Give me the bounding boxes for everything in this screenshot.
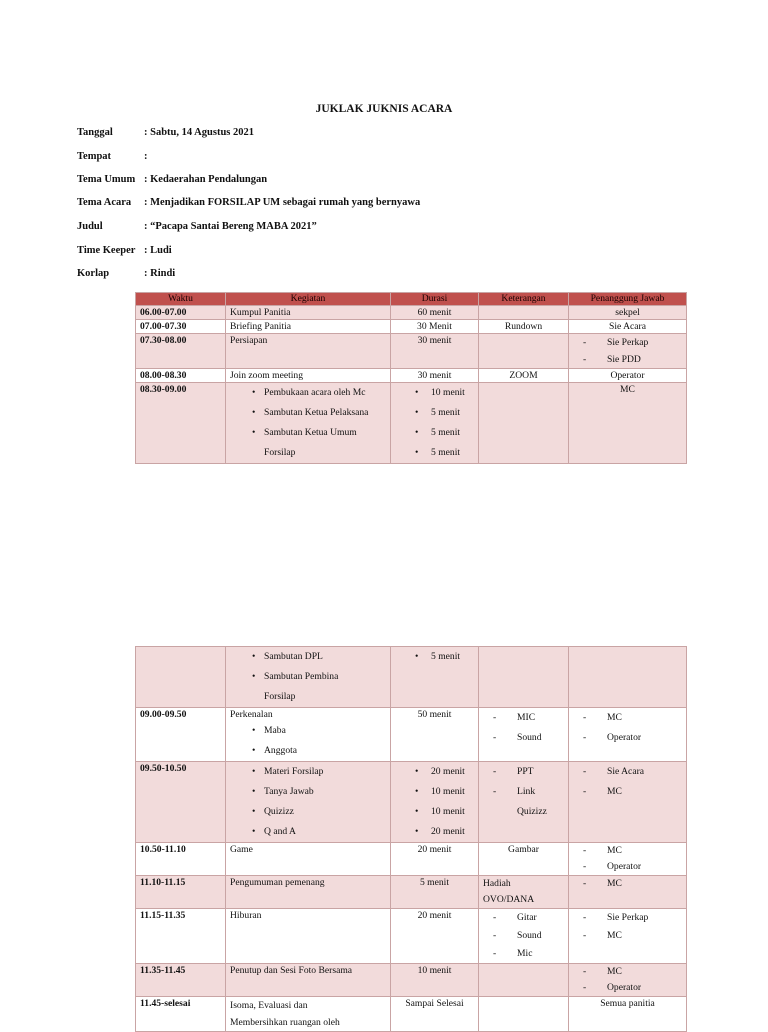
cell-note (479, 997, 569, 1032)
note-item: - Gitar (483, 909, 564, 927)
cell-activity: Persiapan (226, 334, 391, 369)
cell-activity (226, 708, 391, 762)
activity-item: • Sambutan DPL (230, 647, 386, 667)
cell-pic: Operator (569, 369, 687, 383)
note-line: Hadiah (483, 878, 511, 889)
cell-duration: 50 menit (391, 708, 479, 762)
pic-item: - MC (573, 964, 682, 980)
meta-value: : Sabtu, 14 Agustus 2021 (144, 127, 254, 138)
pic-item: - MC (573, 876, 682, 892)
pic-item: - Sie Acara (573, 762, 682, 782)
table-row (136, 843, 687, 876)
cell-pic (569, 964, 687, 997)
meta-tempat (77, 151, 148, 162)
cell-pic (569, 647, 687, 708)
meta-value: : “Pacapa Santai Bereng MABA 2021” (144, 221, 317, 232)
pic-item: - Operator (573, 859, 682, 875)
cell-pic (569, 843, 687, 876)
activity-item: • Maba (230, 721, 386, 741)
table-row (136, 334, 687, 369)
cell-time: 11.35-11.45 (136, 964, 226, 997)
cell-activity (226, 647, 391, 708)
schedule-table-part-1 (135, 292, 687, 464)
cell-duration: 10 menit (391, 964, 479, 997)
table-row (136, 964, 687, 997)
meta-tanggal (77, 127, 254, 138)
cell-time (136, 647, 226, 708)
table-header-row (136, 293, 687, 306)
activity-item: • Pembukaan acara oleh Mc (230, 383, 386, 403)
meta-tema-umum (77, 174, 267, 185)
meta-label: Tanggal (77, 127, 113, 138)
header-penanggung-jawab: Penanggung Jawab (569, 293, 687, 306)
cell-pic: sekpel (569, 306, 687, 320)
duration-item: • 10 menit (395, 782, 474, 802)
cell-note: Gambar (479, 843, 569, 876)
activity-line: Isoma, Evaluasi dan (230, 1000, 308, 1011)
meta-label: Time Keeper (77, 245, 136, 256)
cell-time: 11.15-11.35 (136, 909, 226, 964)
note-item: - MIC (483, 708, 564, 728)
cell-pic: Semua panitia (569, 997, 687, 1032)
cell-duration (391, 647, 479, 708)
table-row (136, 876, 687, 909)
cell-activity (226, 383, 391, 464)
meta-value: : Kedaerahan Pendalungan (144, 174, 268, 185)
activity-item: • Sambutan Ketua Umum (230, 423, 386, 443)
note-line: OVO/DANA (483, 894, 535, 905)
header-keterangan: Keterangan (479, 293, 569, 306)
cell-duration: 20 menit (391, 843, 479, 876)
cell-note (479, 306, 569, 320)
table-row (136, 369, 687, 383)
document-title: JUKLAK JUKNIS ACARA (315, 103, 453, 115)
schedule-table-part-2 (135, 646, 687, 1032)
cell-duration: 30 menit (391, 334, 479, 369)
activity-item: • Materi Forsilap (230, 762, 386, 782)
meta-value: : (144, 151, 148, 162)
cell-time: 08.00-08.30 (136, 369, 226, 383)
header-waktu: Waktu (136, 293, 226, 306)
cell-activity (226, 762, 391, 843)
meta-value: : Menjadikan FORSILAP UM sebagai rumah yang bernyawa (144, 197, 421, 208)
cell-duration: 60 menit (391, 306, 479, 320)
cell-duration: 30 menit (391, 369, 479, 383)
duration-item: • 5 menit (395, 403, 474, 423)
cell-time: 08.30-09.00 (136, 383, 226, 464)
meta-label: Judul (77, 221, 103, 232)
duration-item: • 10 menit (395, 383, 474, 403)
cell-note (479, 762, 569, 843)
cell-duration: 20 menit (391, 909, 479, 964)
cell-note (479, 647, 569, 708)
cell-pic (569, 762, 687, 843)
meta-time-keeper (77, 245, 172, 256)
meta-judul (77, 221, 317, 232)
cell-note (479, 876, 569, 909)
cell-duration (391, 762, 479, 843)
meta-label: Tema Acara (77, 197, 132, 208)
pic-item: - Sie Perkap (573, 909, 682, 927)
cell-duration: 5 menit (391, 876, 479, 909)
note-item: - Mic (483, 945, 564, 963)
pic-item: - Operator (573, 728, 682, 748)
activity-item: • Tanya Jawab (230, 782, 386, 802)
activity-item: • Sambutan Ketua Pelaksana (230, 403, 386, 423)
activity-item: • Anggota (230, 741, 386, 761)
duration-item: • 5 menit (395, 443, 474, 463)
pic-item: - MC (573, 927, 682, 945)
header-durasi: Durasi (391, 293, 479, 306)
cell-activity: Pengumuman pemenang (226, 876, 391, 909)
cell-time: 07.30-08.00 (136, 334, 226, 369)
cell-time: 10.50-11.10 (136, 843, 226, 876)
cell-time: 11.45-selesai (136, 997, 226, 1032)
pic-item: - MC (573, 843, 682, 859)
cell-time: 09.00-09.50 (136, 708, 226, 762)
cell-activity: Game (226, 843, 391, 876)
table-row (136, 306, 687, 320)
table-row (136, 383, 687, 464)
table-row (136, 762, 687, 843)
duration-item: • 20 menit (395, 762, 474, 782)
meta-korlap (77, 268, 175, 279)
pic-item: - MC (573, 708, 682, 728)
cell-pic (569, 334, 687, 369)
cell-time: 09.50-10.50 (136, 762, 226, 843)
activity-item: • Q and A (230, 822, 386, 842)
cell-note (479, 383, 569, 464)
note-item: - Link (483, 782, 564, 802)
table-row (136, 708, 687, 762)
table-row (136, 647, 687, 708)
cell-note (479, 334, 569, 369)
table-row (136, 909, 687, 964)
cell-pic (569, 909, 687, 964)
meta-tema-acara (77, 197, 420, 208)
meta-label: Tema Umum (77, 174, 136, 185)
activity-item: • Sambutan Pembina (230, 667, 386, 687)
cell-time: 07.00-07.30 (136, 320, 226, 334)
note-item: - PPT (483, 762, 564, 782)
cell-pic: MC (569, 383, 687, 464)
activity-item: Forsilap (264, 691, 296, 702)
cell-note (479, 909, 569, 964)
pic-item: - Sie PDD (573, 351, 682, 368)
duration-item: • 10 menit (395, 802, 474, 822)
cell-activity: Kumpul Panitia (226, 306, 391, 320)
table-row (136, 997, 687, 1032)
note-item: Quizizz (517, 806, 547, 817)
activity-item: Forsilap (264, 447, 296, 458)
pic-item: - MC (573, 782, 682, 802)
duration-item: • 5 menit (395, 423, 474, 443)
meta-label: Tempat (77, 151, 112, 162)
meta-value: : Rindi (144, 268, 176, 279)
activity-item: • Quizizz (230, 802, 386, 822)
cell-activity: Hiburan (226, 909, 391, 964)
cell-pic: Sie Acara (569, 320, 687, 334)
cell-time: 06.00-07.00 (136, 306, 226, 320)
cell-note: ZOOM (479, 369, 569, 383)
activity-heading: Perkenalan (230, 709, 273, 720)
cell-duration: Sampai Selesai (391, 997, 479, 1032)
cell-note (479, 964, 569, 997)
pic-item: - Operator (573, 980, 682, 996)
duration-item: • 5 menit (395, 647, 474, 667)
cell-duration (391, 383, 479, 464)
cell-time: 11.10-11.15 (136, 876, 226, 909)
cell-note (479, 708, 569, 762)
note-item: - Sound (483, 728, 564, 748)
pic-item: - Sie Perkap (573, 334, 682, 351)
note-item: - Sound (483, 927, 564, 945)
activity-line: Membersihkan ruangan oleh (230, 1017, 340, 1028)
cell-activity (226, 997, 391, 1032)
meta-value: : Ludi (144, 245, 172, 256)
header-kegiatan: Kegiatan (226, 293, 391, 306)
cell-duration: 30 Menit (391, 320, 479, 334)
cell-activity: Join zoom meeting (226, 369, 391, 383)
cell-pic (569, 708, 687, 762)
meta-label: Korlap (77, 268, 110, 279)
cell-note: Rundown (479, 320, 569, 334)
duration-item: • 20 menit (395, 822, 474, 842)
cell-pic (569, 876, 687, 909)
cell-activity: Penutup dan Sesi Foto Bersama (226, 964, 391, 997)
cell-activity: Briefing Panitia (226, 320, 391, 334)
table-row (136, 320, 687, 334)
